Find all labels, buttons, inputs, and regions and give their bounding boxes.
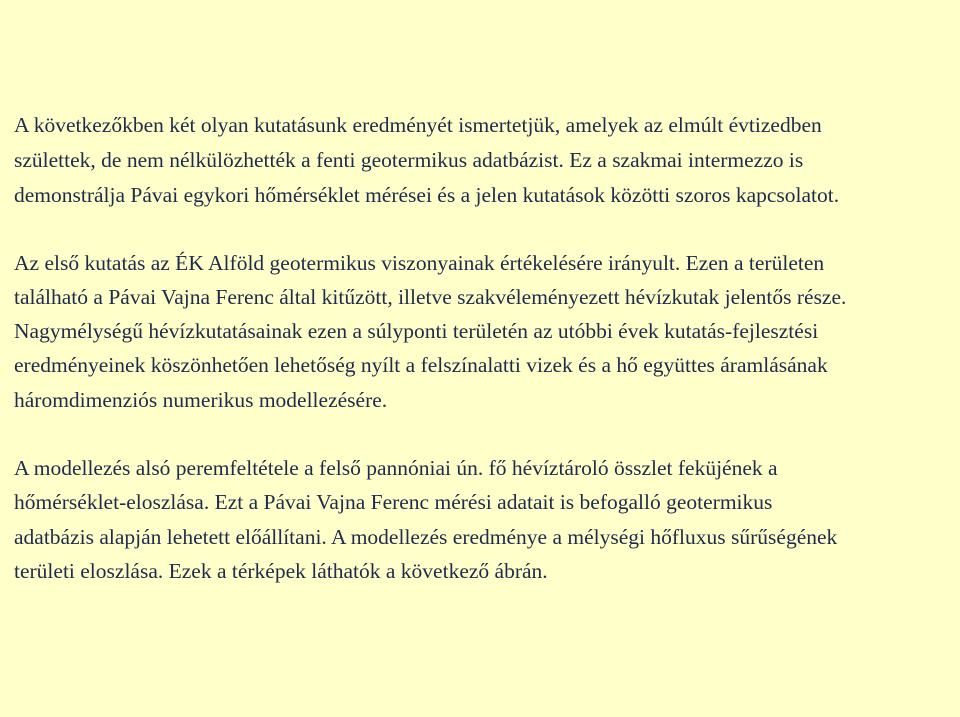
paragraph-3-line-1: A modellezés alsó peremfeltétele a felső pannóniai ún. fő hévíztároló összlet feküjének a <box>14 456 778 480</box>
paragraph-2-line-2: található a Pávai Vajna Ferenc által kitűzött, illetve szakvéleményezett hévízkutak jelentős része. <box>14 285 847 309</box>
paragraph-2-line-3: Nagymélységű hévízkutatásainak ezen a súlyponti területén az utóbbi évek kutatás-fejlesztési <box>14 319 819 343</box>
paragraph-2-line-5: háromdimenziós numerikus modellezésére. <box>14 388 388 412</box>
paragraph-1-line-3: demonstrálja Pávai egykori hőmérséklet mérései és a jelen kutatások közötti szoros kapcsolatot. <box>14 183 840 207</box>
paragraph-2-line-1: Az első kutatás az ÉK Alföld geotermikus viszonyainak értékelésére irányult. Ezen a területen <box>14 251 825 275</box>
paragraph-2-line-4: eredményeinek köszönhetően lehetőség nyílt a felszínalatti vizek és a hő együttes áramlásának <box>14 353 828 377</box>
paragraph-3-line-2: hőmérséklet-eloszlása. Ezt a Pávai Vajna Ferenc mérési adatait is befogalló geotermikus <box>14 490 773 514</box>
paragraph-3-line-4: területi eloszlása. Ezek a térképek láthatók a következő ábrán. <box>14 559 548 583</box>
paragraph-3-line-3: adatbázis alapján lehetett előállítani. A modellezés eredménye a mélységi hőfluxus sűrűségének <box>14 525 838 549</box>
paragraph-1-line-2: születtek, de nem nélkülözhették a fenti geotermikus adatbázist. Ez a szakmai intermezzo is <box>14 148 804 172</box>
paragraph-1-line-1: A következőkben két olyan kutatásunk eredményét ismertetjük, amelyek az elmúlt évtizedben <box>14 113 822 137</box>
